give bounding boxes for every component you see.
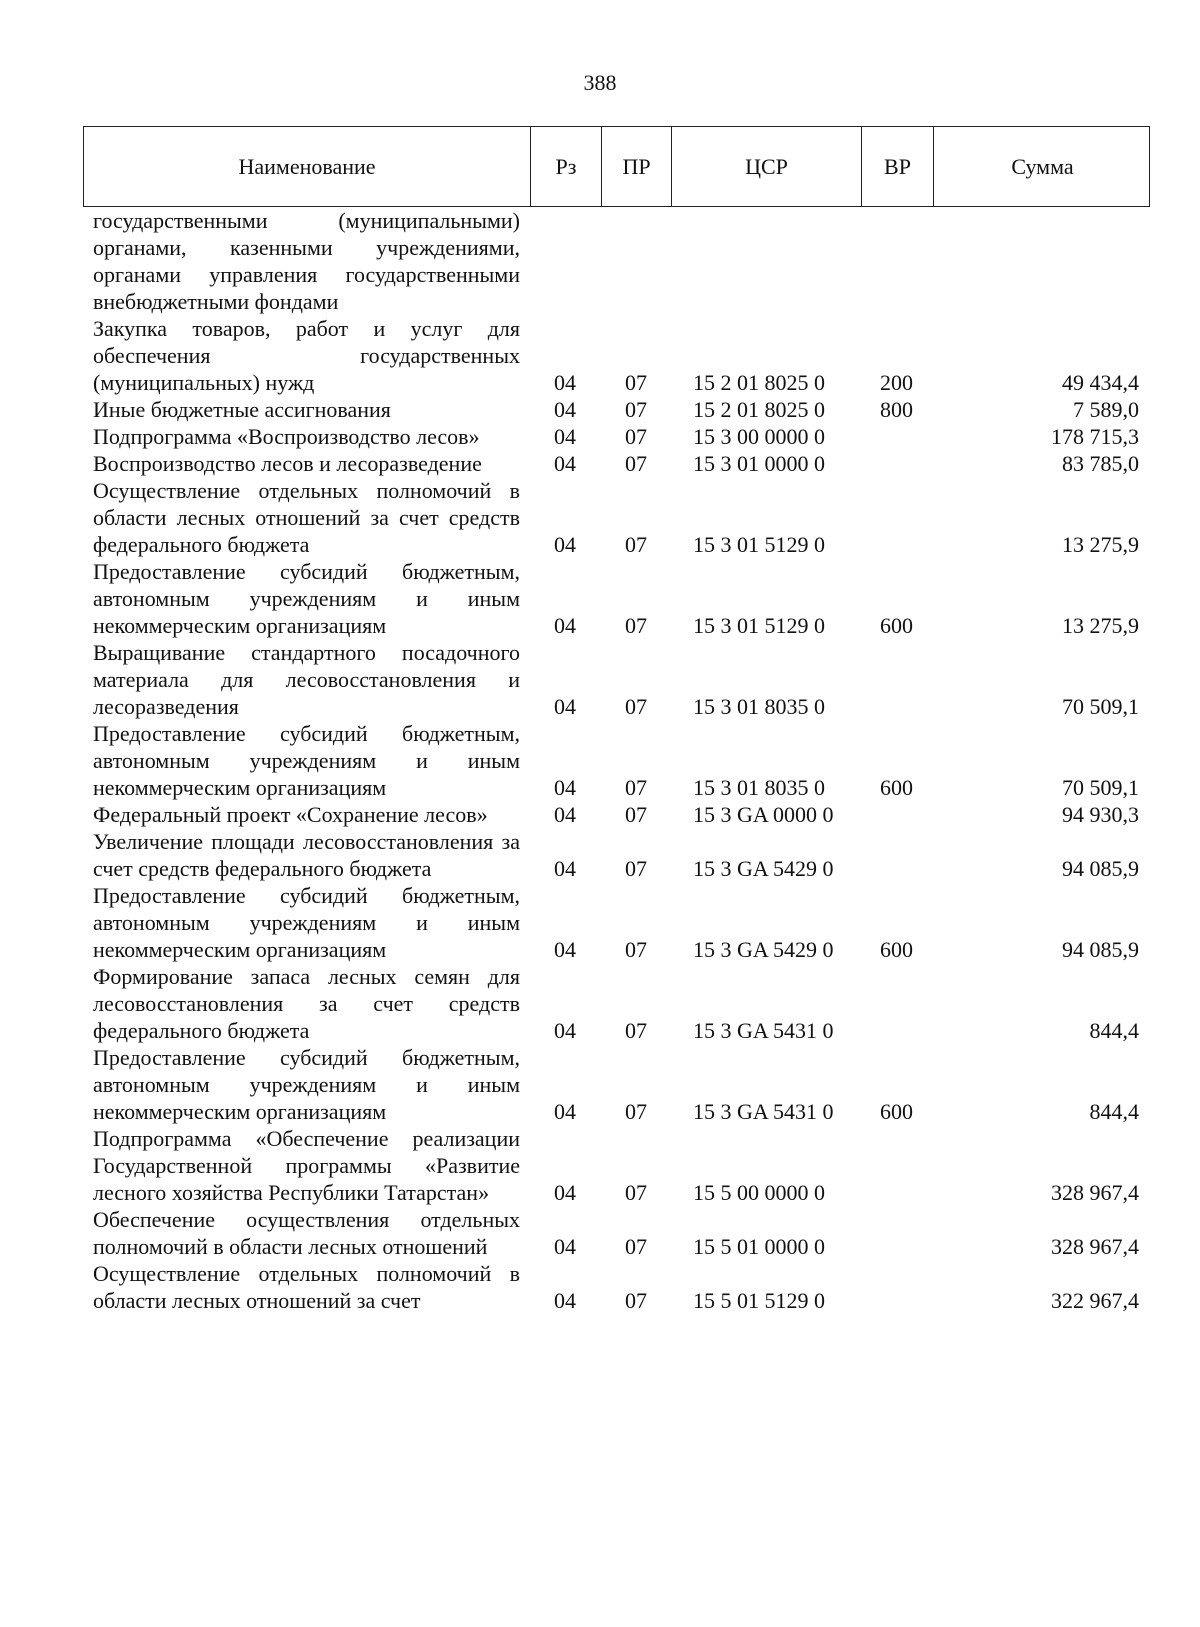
table-row: [0, 828, 1200, 882]
row-pr: 07: [625, 451, 647, 476]
row-name: Увеличение площади лесовосстановления за счет средств федерального бюджета: [93, 829, 520, 881]
row-name: Иные бюджетные ассигнования: [93, 397, 391, 422]
row-rz: 04: [554, 532, 576, 557]
table-row: [0, 450, 1200, 477]
header-pr: ПР: [601, 127, 671, 206]
header-name: Наименование: [238, 153, 376, 179]
table-row: [0, 639, 1200, 720]
table-row: [0, 1125, 1200, 1206]
row-sum: 13 275,9: [1062, 613, 1139, 638]
row-name: Обеспечение осуществления отдельных полномочий в области лесных отношений: [93, 1207, 520, 1259]
row-name: Предоставление субсидий бюджетным, автономным учреждениям и иным некоммерческим организациям: [93, 559, 520, 638]
row-name: Формирование запаса лесных семян для лесовосстановления за счет средств федерального бюджета: [93, 964, 520, 1043]
table-body: [0, 207, 1200, 1314]
row-csr: 15 3 01 0000 0: [693, 451, 825, 476]
row-sum: 49 434,4: [1062, 370, 1139, 395]
row-csr: 15 2 01 8025 0: [693, 370, 825, 395]
row-name: Воспроизводство лесов и лесоразведение: [93, 451, 482, 476]
table-row: [0, 720, 1200, 801]
row-name: Подпрограмма «Воспроизводство лесов»: [93, 424, 480, 449]
table-row: [0, 882, 1200, 963]
table-row: [0, 963, 1200, 1044]
header-vr: ВР: [861, 127, 933, 206]
row-sum: 7 589,0: [1073, 397, 1139, 422]
row-rz: 04: [554, 424, 576, 449]
row-vr: 600: [880, 937, 913, 962]
header-csr: ЦСР: [671, 127, 861, 206]
page-number: 388: [583, 70, 617, 95]
row-rz: 04: [554, 937, 576, 962]
row-sum: 70 509,1: [1062, 775, 1139, 800]
row-csr: 15 3 01 8035 0: [693, 775, 825, 800]
row-rz: 04: [554, 451, 576, 476]
row-name: Выращивание стандартного посадочного материала для лесовосстановления и лесоразведения: [93, 640, 520, 719]
row-rz: 04: [554, 694, 576, 719]
row-pr: 07: [625, 802, 647, 827]
row-pr: 07: [625, 1180, 647, 1205]
row-name: государственными (муниципальными) органами, казенными учреждениями, органами управления государственными внебюджетными фондами: [93, 208, 520, 314]
row-rz: 04: [554, 370, 576, 395]
row-name: Подпрограмма «Обеспечение реализации Государственной программы «Развитие лесного хозяйства Республики Татарстан»: [93, 1126, 520, 1205]
row-sum: 844,4: [1089, 1099, 1139, 1124]
row-sum: 94 085,9: [1062, 856, 1139, 881]
table-header: [83, 126, 1150, 207]
row-name: Осуществление отдельных полномочий в области лесных отношений за счет средств федерального бюджета: [93, 478, 520, 557]
row-csr: 15 5 01 0000 0: [693, 1234, 825, 1259]
table-row: [0, 423, 1200, 450]
row-pr: 07: [625, 532, 647, 557]
row-csr: 15 5 01 5129 0: [693, 1288, 825, 1313]
row-sum: 70 509,1: [1062, 694, 1139, 719]
row-sum: 322 967,4: [1051, 1288, 1139, 1313]
row-csr: 15 3 01 5129 0: [693, 613, 825, 638]
row-sum: 328 967,4: [1051, 1180, 1139, 1205]
row-csr: 15 3 01 5129 0: [693, 532, 825, 557]
row-vr: 800: [880, 397, 913, 422]
row-pr: 07: [625, 424, 647, 449]
table-row: [0, 558, 1200, 639]
row-name: Предоставление субсидий бюджетным, автономным учреждениям и иным некоммерческим организациям: [93, 721, 520, 800]
row-sum: 94 930,3: [1062, 802, 1139, 827]
row-name: Осуществление отдельных полномочий в области лесных отношений за счет: [93, 1261, 520, 1313]
row-pr: 07: [625, 370, 647, 395]
row-rz: 04: [554, 1234, 576, 1259]
row-rz: 04: [554, 1288, 576, 1313]
table-row: [0, 801, 1200, 828]
row-name: Федеральный проект «Сохранение лесов»: [93, 802, 488, 827]
row-csr: 15 5 00 0000 0: [693, 1180, 825, 1205]
row-csr: 15 3 01 8035 0: [693, 694, 825, 719]
row-sum: 13 275,9: [1062, 532, 1139, 557]
row-pr: 07: [625, 613, 647, 638]
row-sum: 844,4: [1089, 1018, 1139, 1043]
row-sum: 94 085,9: [1062, 937, 1139, 962]
row-rz: 04: [554, 1018, 576, 1043]
table-row: [0, 477, 1200, 558]
row-pr: 07: [625, 937, 647, 962]
row-rz: 04: [554, 397, 576, 422]
row-vr: 600: [880, 775, 913, 800]
header-sum: Сумма: [933, 127, 1151, 206]
row-pr: 07: [625, 1234, 647, 1259]
row-vr: 600: [880, 1099, 913, 1124]
table-row: [0, 396, 1200, 423]
row-csr: 15 2 01 8025 0: [693, 397, 825, 422]
table-row: [0, 1206, 1200, 1260]
header-rz: Рз: [530, 127, 601, 206]
row-name: Предоставление субсидий бюджетным, автономным учреждениям и иным некоммерческим организациям: [93, 883, 520, 962]
row-csr: 15 3 GA 0000 0: [693, 802, 834, 827]
row-pr: 07: [625, 397, 647, 422]
row-csr: 15 3 GA 5429 0: [693, 856, 834, 881]
row-name: Предоставление субсидий бюджетным, автономным учреждениям и иным некоммерческим организациям: [93, 1045, 520, 1124]
row-sum: 178 715,3: [1051, 424, 1139, 449]
row-sum: 328 967,4: [1051, 1234, 1139, 1259]
row-csr: 15 3 GA 5431 0: [693, 1018, 834, 1043]
row-name: Закупка товаров, работ и услуг для обеспечения государственных (муниципальных) нужд: [93, 316, 520, 395]
row-csr: 15 3 00 0000 0: [693, 424, 825, 449]
row-rz: 04: [554, 775, 576, 800]
row-rz: 04: [554, 802, 576, 827]
row-rz: 04: [554, 613, 576, 638]
row-csr: 15 3 GA 5429 0: [693, 937, 834, 962]
table-row: [0, 1260, 1200, 1314]
row-sum: 83 785,0: [1062, 451, 1139, 476]
row-rz: 04: [554, 1099, 576, 1124]
table-row: [0, 1044, 1200, 1125]
table-row: [0, 207, 1200, 315]
row-pr: 07: [625, 856, 647, 881]
row-pr: 07: [625, 1018, 647, 1043]
row-vr: 200: [880, 370, 913, 395]
row-pr: 07: [625, 1288, 647, 1313]
table-row: [0, 315, 1200, 396]
row-pr: 07: [625, 694, 647, 719]
row-rz: 04: [554, 856, 576, 881]
row-pr: 07: [625, 1099, 647, 1124]
row-pr: 07: [625, 775, 647, 800]
row-rz: 04: [554, 1180, 576, 1205]
row-csr: 15 3 GA 5431 0: [693, 1099, 834, 1124]
row-vr: 600: [880, 613, 913, 638]
